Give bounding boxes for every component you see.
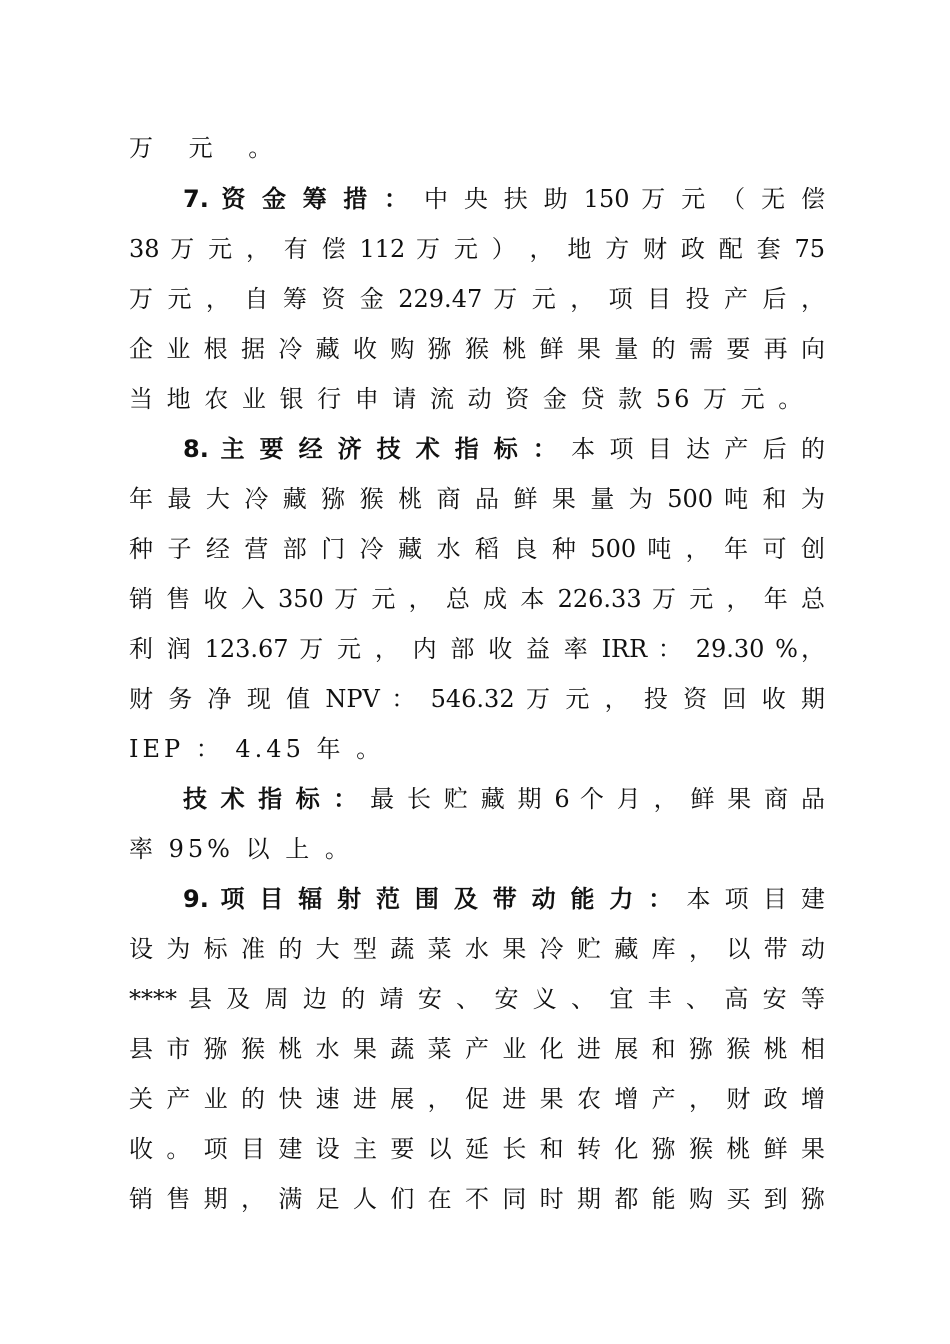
- section-9-line: 9. 项 目 辐 射 范 围 及 带 动 能 力 ： 本 项 目 建: [183, 885, 825, 913]
- text-line: IEP ： 4.45 年 。: [129, 735, 385, 763]
- text-line: 万 元 ， 自 筹 资 金 229.47 万 元 ， 项 目 投 产 后 ，: [129, 285, 825, 313]
- section-8-line: 8. 主 要 经 济 技 术 指 标 ： 本 项 目 达 产 后 的: [183, 435, 826, 463]
- text-line: 设 为 标 准 的 大 型 蔬 菜 水 果 冷 贮 藏 库 ， 以 带 动: [129, 935, 825, 963]
- text-line: 万 元 。: [129, 134, 287, 162]
- text-line: 销 售 收 入 350 万 元 ， 总 成 本 226.33 万 元 ， 年 总: [129, 585, 825, 613]
- text-line: 率 95% 以 上 。: [129, 835, 353, 863]
- section-heading: 技 术 指 标 ：: [183, 785, 360, 813]
- text-line: 销 售 期 ， 满 足 人 们 在 不 同 时 期 都 能 购 买 到 猕: [129, 1185, 825, 1213]
- text-line: 当 地 农 业 银 行 申 请 流 动 资 金 贷 款 56 万 元 。: [129, 385, 806, 413]
- text-line: 企 业 根 据 冷 藏 收 购 猕 猴 桃 鲜 果 量 的 需 要 再 向: [129, 335, 825, 363]
- text-line: **** 县 及 周 边 的 靖 安 、 安 义 、 宜 丰 、 高 安 等: [129, 985, 825, 1013]
- section-heading: 9. 项 目 辐 射 范 围 及 带 动 能 力 ：: [183, 885, 676, 913]
- section-heading: 8. 主 要 经 济 技 术 指 标 ：: [183, 435, 561, 463]
- text-line: 财 务 净 现 值 NPV ： 546.32 万 元 ， 投 资 回 收 期: [129, 685, 825, 713]
- section-7-line: 7. 资 金 筹 措 ： 中 央 扶 助 150 万 元 （ 无 偿: [183, 185, 826, 213]
- text-line: 利 润 123.67 万 元 ， 内 部 收 益 率 IRR ： 29.30 %，: [129, 635, 825, 663]
- text-line: 收 。 项 目 建 设 主 要 以 延 长 和 转 化 猕 猴 桃 鲜 果: [129, 1135, 825, 1163]
- text-line: 38 万 元 ， 有 偿 112 万 元 ） ， 地 方 财 政 配 套 75: [129, 235, 825, 263]
- text-line: 关 产 业 的 快 速 进 展 ， 促 进 果 农 增 产 ， 财 政 增: [129, 1085, 825, 1113]
- text-line: 种 子 经 营 部 门 冷 藏 水 稻 良 种 500 吨 ， 年 可 创: [129, 535, 825, 563]
- text-line: 县 市 猕 猴 桃 水 果 蔬 菜 产 业 化 进 展 和 猕 猴 桃 相: [129, 1035, 825, 1063]
- section-heading: 7. 资 金 筹 措 ：: [183, 185, 413, 213]
- text-line: 年 最 大 冷 藏 猕 猴 桃 商 品 鲜 果 量 为 500 吨 和 为: [129, 485, 825, 513]
- tech-indicator-line: 技 术 指 标 ： 最 长 贮 藏 期 6 个 月 ， 鲜 果 商 品: [183, 785, 825, 813]
